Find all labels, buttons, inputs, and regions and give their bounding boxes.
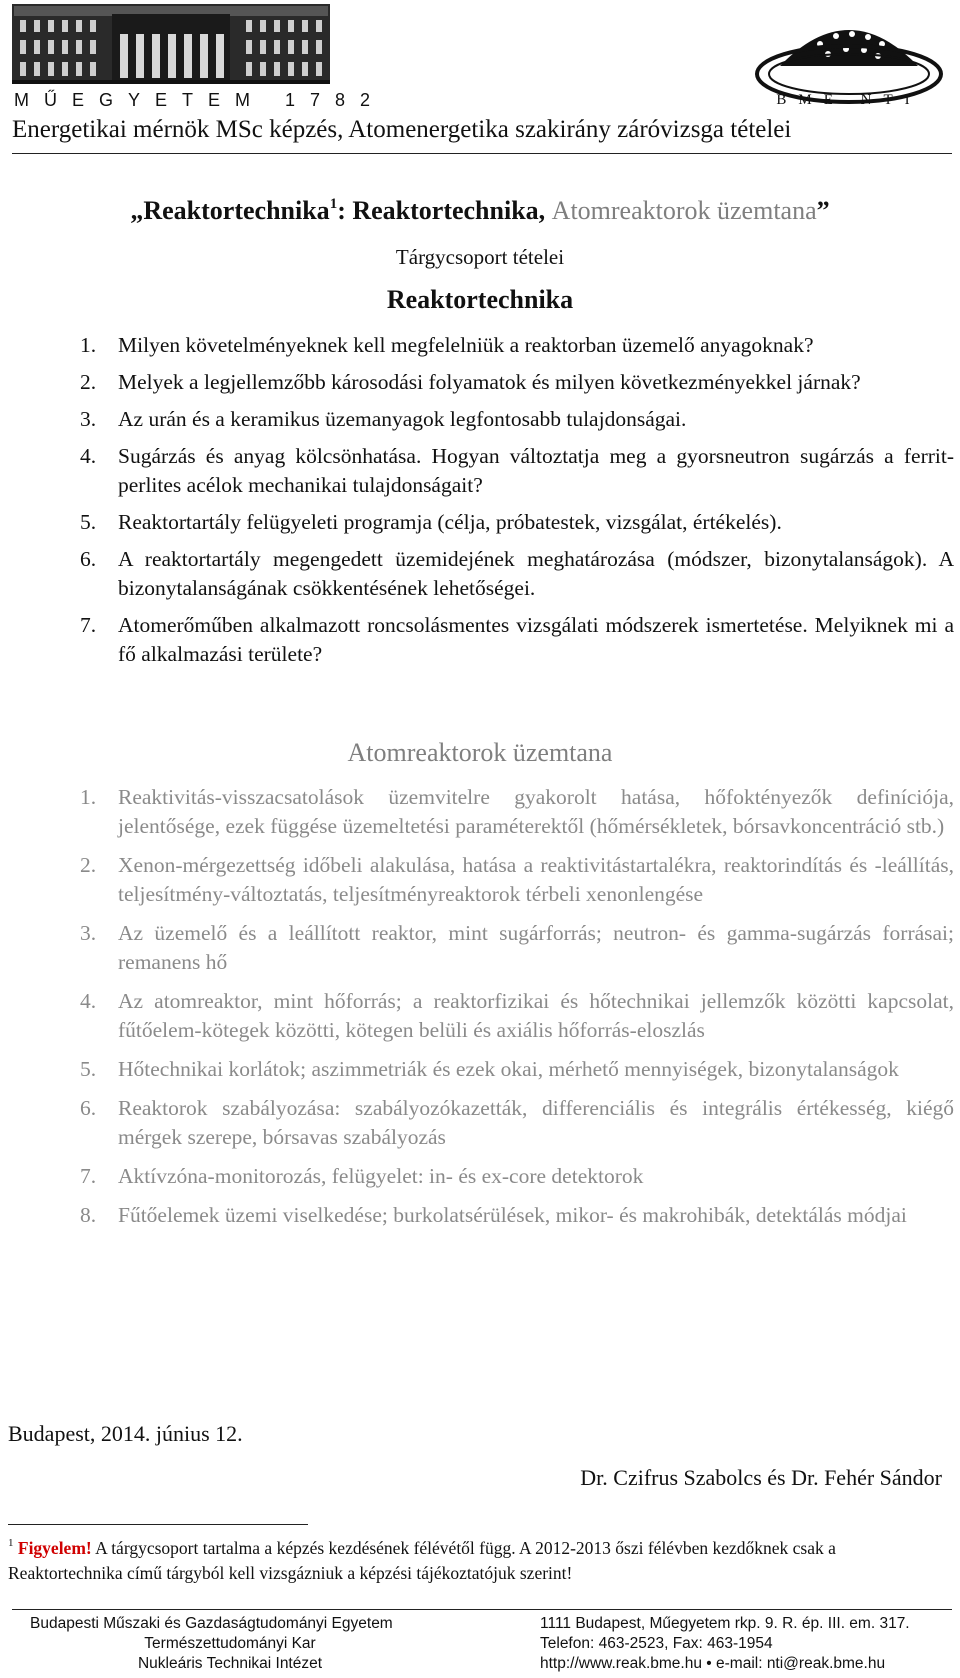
svg-text:MŰEGYETEM 1782: MŰEGYETEM 1782 (14, 90, 386, 110)
list-item (80, 987, 954, 1045)
item-text: Atomerőműben alkalmazott roncsolásmentes vizsgálati módszerek ismertetése. Melyiknek mi a fő alkalmazási területe? (118, 613, 954, 666)
item-number: 5. (80, 1057, 97, 1081)
list-item (80, 1201, 954, 1230)
footnote-text: A tárgycsoport tartalma a képzés kezdésének félévétől függ. A 2012-2013 őszi félévben kezdőknek csak a Reaktortechnika című tárgyból kell vizsgázniuk a képzési tájékoztatójuk szerint! (8, 1538, 836, 1583)
item-number: 6. (80, 1096, 97, 1120)
item-text: Az üzemelő és a leállított reaktor, mint sugárforrás; neutron- és gamma-sugárzás forrásai; remanens hő (118, 921, 954, 974)
question-list-atomreaktorok (80, 783, 954, 1240)
item-text: Sugárzás és anyag kölcsönhatása. Hogyan változtatja meg a gyorsneutron sugárzás a ferrit-perlites acélok mechanikai tulajdonságait? (118, 444, 954, 497)
item-number: 4. (80, 989, 97, 1013)
item-text: Hőtechnikai korlátok; aszimmetriák és ezek okai, mérhető mennyiségek, bizonytalanságok (118, 1057, 899, 1081)
footer-contact (540, 1614, 960, 1674)
footer-web-email: http://www.reak.bme.hu • e-mail: nti@reak.bme.hu (540, 1655, 886, 1672)
section-heading-reaktortechnika: Reaktortechnika (386, 285, 574, 314)
item-number: 5. (80, 510, 97, 534)
date-line: Budapest, 2014. június 12. (8, 1421, 243, 1446)
list-item (80, 508, 954, 537)
footer-phone: Telefon: 463-2523, Fax: 463-1954 (540, 1635, 773, 1652)
list-item (80, 331, 954, 360)
document-title (0, 196, 960, 226)
item-text: Melyek a legjellemzőbb károsodási folyamatok és milyen következményekkel járnak? (118, 370, 861, 394)
header-title: Energetikai mérnök MSc képzés, Atomenergetika szakirány záróvizsga tételei (12, 116, 792, 143)
item-number: 3. (80, 407, 97, 431)
footer-divider (12, 1609, 952, 1610)
footnote-marker: 1 (8, 1537, 14, 1549)
item-number: 8. (80, 1203, 97, 1227)
list-item (80, 1162, 954, 1191)
section-heading-atomreaktorok-uzemtana: Atomreaktorok üzemtana (347, 738, 613, 767)
muegyetem-logo (12, 4, 386, 110)
item-number: 2. (80, 370, 97, 394)
item-text: A reaktortartály megengedett üzemidejének meghatározása (módszer, bizonytalanságok). A bizonytalanságának csökkentésének lehetőségei. (118, 547, 954, 600)
item-number: 2. (80, 853, 97, 877)
footer-university: Budapesti Műszaki és Gazdaságtudományi Egyetem (30, 1615, 393, 1632)
subtitle: Tárgycsoport tételei (395, 245, 565, 269)
title-close-quote: ” (816, 196, 830, 225)
item-text: Milyen követelményeknek kell megfelelniük a reaktorban üzemelő anyagoknak? (118, 333, 814, 357)
item-text: Reaktortartály felügyeleti programja (célja, próbatestek, vizsgálat, értékelés). (118, 510, 782, 534)
list-item (80, 442, 954, 500)
item-text: Aktívzóna-monitorozás, felügyelet: in- és ex-core detektorok (118, 1164, 644, 1188)
title-part2: : Reaktortechnika, (337, 196, 546, 225)
list-item (80, 851, 954, 909)
item-number: 7. (80, 613, 97, 637)
title-main: „Reaktortechnika (130, 196, 330, 225)
item-text: Az atomreaktor, mint hőforrás; a reaktorfizikai és hőtechnikai jellemzők közötti kapcsolat, fűtőelem-kötegek közötti, kötegen belüli és axiális hőforrás-eloszlás (118, 989, 954, 1042)
title-grey-part: Atomreaktorok üzemtana (551, 196, 817, 225)
question-list-reaktortechnika (80, 331, 954, 677)
item-text: Reaktivitás-visszacsatolások üzemvitelre gyakorolt hatása, hőfoktényezők definíciója, jelentősége, ezek függése üzemeltetési paraméterektől (hőmérsékletek, bórsavkoncentráció stb.) (118, 785, 954, 838)
list-item (80, 611, 954, 669)
list-item (80, 919, 954, 977)
item-number: 4. (80, 444, 97, 468)
item-text: Xenon-mérgezettség időbeli alakulása, hatása a reaktivitástartalékra, reaktorindítás és -leállítás, teljesítmény-változtatás, teljesítményreaktorok térbeli xenonlengése (118, 853, 954, 906)
footnote-warning: Figyelem! (17, 1538, 92, 1558)
footer-institution (30, 1614, 430, 1674)
footnote-divider (8, 1524, 308, 1525)
svg-text:BME NTI: BME NTI (776, 92, 922, 108)
item-number: 1. (80, 785, 97, 809)
item-number: 1. (80, 333, 97, 357)
list-item (80, 1055, 954, 1084)
list-item (80, 545, 954, 603)
footer-institute: Nukleáris Technikai Intézet (137, 1655, 323, 1672)
item-number: 3. (80, 921, 97, 945)
signatories: Dr. Czifrus Szabolcs és Dr. Fehér Sándor (580, 1465, 942, 1490)
bme-nti-logo (750, 4, 948, 108)
item-text: Az urán és a keramikus üzemanyagok legfontosabb tulajdonságai. (118, 407, 687, 431)
item-number: 7. (80, 1164, 97, 1188)
footer-faculty: Természettudományi Kar (144, 1635, 316, 1652)
item-number: 6. (80, 547, 97, 571)
item-text: Fűtőelemek üzemi viselkedése; burkolatsérülések, mikor- és makrohibák, detektálás módjai (118, 1203, 907, 1227)
list-item (80, 368, 954, 397)
item-text: Reaktorok szabályozása: szabályozókazetták, differenciális és integrális értékesség, kiégő mérgek szerepe, bórsavas szabályozás (118, 1096, 954, 1149)
list-item (80, 783, 954, 841)
footer-address: 1111 Budapest, Műegyetem rkp. 9. R. ép. III. em. 317. (540, 1615, 910, 1632)
list-item (80, 405, 954, 434)
footnote (8, 1536, 952, 1586)
header-divider (12, 153, 952, 154)
footnote-ref: 1 (329, 196, 338, 212)
list-item (80, 1094, 954, 1152)
